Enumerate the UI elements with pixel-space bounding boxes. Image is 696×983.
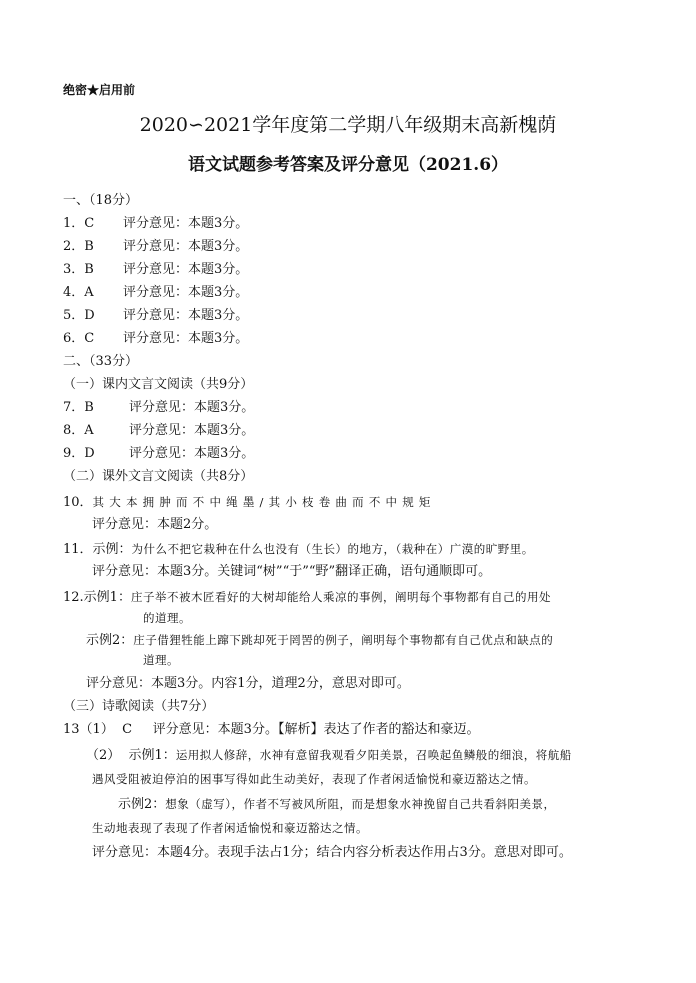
question-10-answer bbox=[63, 494, 436, 511]
example-label: 示例2： bbox=[86, 633, 134, 648]
question-13-2-example-2-cont: 生动地表现了表现了作者闲适愉悦和豪迈豁达之情。 bbox=[92, 821, 368, 835]
answer-row-1 bbox=[63, 216, 248, 232]
example-label: 12.示例1： bbox=[63, 590, 131, 605]
scoring-note: 评分意见：本题3分。 bbox=[123, 239, 249, 254]
example-label: 示例2： bbox=[118, 797, 166, 812]
scoring-note: 评分意见：本题3分。 bbox=[123, 331, 249, 346]
section-1-heading: 一、（18分） bbox=[63, 193, 139, 208]
question-11-answer bbox=[63, 541, 534, 558]
handwritten-answer: 为什么不把它栽种在什么也没有（生长）的地方，（栽种在）广漠的旷野里。 bbox=[131, 542, 534, 556]
confidential-label: 绝密★启用前 bbox=[63, 83, 136, 97]
handwritten-answer: 其大本拥肿而不中绳墨/其小枝卷曲而不中规矩 bbox=[92, 495, 436, 509]
question-12-example-1 bbox=[63, 589, 551, 606]
question-12-example-2-cont: 道理。 bbox=[143, 653, 179, 667]
answer-row-3 bbox=[63, 262, 248, 278]
answer-number: 9．D bbox=[63, 446, 95, 461]
part-2-heading: （二）课外文言文阅读（共8分） bbox=[63, 469, 254, 484]
scoring-note: 评分意见：本题3分。 bbox=[129, 423, 255, 438]
answer-number: 7．B bbox=[63, 400, 94, 415]
part-1-heading: （一）课内文言文阅读（共9分） bbox=[63, 377, 254, 392]
answer-row-8 bbox=[63, 423, 254, 439]
question-13-2-note: 评分意见：本题4分。表现手法占1分；结合内容分析表达作用占3分。意思对即可。 bbox=[92, 845, 572, 860]
question-13-2-example-2 bbox=[118, 796, 556, 813]
part-3-heading: （三）诗歌阅读（共7分） bbox=[63, 699, 215, 714]
question-12-note: 评分意见：本题3分。内容1分，道理2分，意思对即可。 bbox=[86, 676, 410, 691]
handwritten-answer: 庄子借狸牲能上蹿下跳却死于罔罟的例子，阐明每个事物都有自己优点和缺点的 bbox=[133, 633, 554, 647]
answer-number: 6．C bbox=[63, 331, 95, 346]
question-label: 11．示例： bbox=[63, 542, 132, 557]
question-number: 10． bbox=[63, 495, 93, 510]
answer-number: 3．B bbox=[63, 262, 94, 277]
answer-number: 5．D bbox=[63, 308, 95, 323]
answer-row-6 bbox=[63, 331, 248, 347]
scoring-note: 评分意见：本题3分。 bbox=[129, 400, 255, 415]
answer-number: 8．A bbox=[63, 423, 94, 438]
answer-row-4 bbox=[63, 285, 248, 301]
scoring-note: 评分意见：本题3分。 bbox=[123, 285, 249, 300]
question-12-example-2 bbox=[86, 632, 553, 649]
question-13-1-answer: 13（1） C 评分意见：本题3分。【解析】表达了作者的豁达和豪迈。 bbox=[63, 722, 480, 737]
section-2-heading: 二、（33分） bbox=[63, 354, 139, 369]
answer-row-2 bbox=[63, 239, 248, 255]
answer-number: 2．B bbox=[63, 239, 94, 254]
scoring-note: 评分意见：本题3分。 bbox=[123, 262, 249, 277]
handwritten-answer: 想象（虚写），作者不写被风所阻，而是想象水神挽留自己共看斜阳美景， bbox=[165, 797, 556, 811]
answer-number: 4．A bbox=[63, 285, 94, 300]
question-12-example-1-cont: 的道理。 bbox=[143, 611, 191, 625]
scoring-note: 评分意见：本题3分。 bbox=[123, 216, 249, 231]
answer-row-9 bbox=[63, 446, 254, 462]
answer-row-7 bbox=[63, 400, 254, 416]
document-subtitle: 语文试题参考答案及评分意见（2021.6） bbox=[187, 155, 509, 175]
example-label: （2） 示例1： bbox=[86, 748, 176, 763]
document-title: 2020∽2021学年度第二学期八年级期末高新槐荫 bbox=[139, 114, 557, 136]
scoring-note: 评分意见：本题3分。 bbox=[129, 446, 255, 461]
scoring-note: 评分意见：本题3分。 bbox=[123, 308, 249, 323]
question-10-note: 评分意见：本题2分。 bbox=[92, 517, 218, 532]
handwritten-answer: 运用拟人修辞，水神有意留我观看夕阳美景，召唤起鱼鳞般的细浪，将航船 bbox=[175, 748, 572, 762]
handwritten-answer: 庄子举不被木匠看好的大树却能给人乘凉的事例，阐明每个事物都有自己的用处 bbox=[130, 590, 551, 604]
answer-row-5 bbox=[63, 308, 248, 324]
answer-number: 1．C bbox=[63, 216, 95, 231]
question-13-2-example-1 bbox=[86, 747, 572, 764]
question-13-2-example-1-cont: 遇风受阻被迫停泊的困事写得如此生动美好，表现了作者闲适愉悦和豪迈豁达之情。 bbox=[92, 772, 536, 786]
question-11-note: 评分意见：本题3分。关键词“树”“于”“野”翻译正确，语句通顺即可。 bbox=[92, 564, 492, 579]
